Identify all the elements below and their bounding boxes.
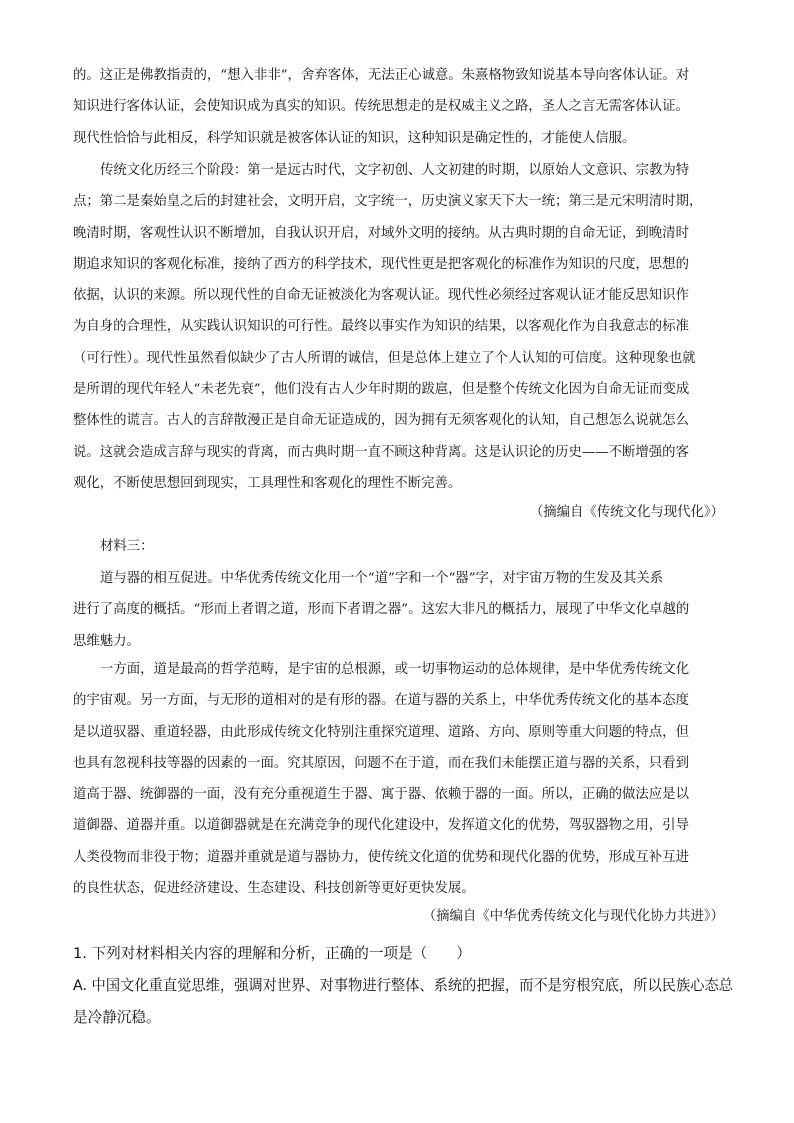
text-line: 进行了高度的概括。“形而上者谓之道，形而下者谓之器”。这宏大非凡的概括力，展现了中华文化卓越的 [73, 602, 690, 618]
question-stem: 1. 下列对材料相关内容的理解和分析，正确的一项是（ ） [73, 945, 472, 962]
material3-paragraph-2 [73, 654, 723, 904]
text-line: 的宇宙观。另一方面，与无形的道相对的是有形的器。在道与器的关系上，中华优秀传统文化的基本态度 [73, 693, 689, 709]
text-line: 人类役物而非役于物；道器并重就是道与器协力，使传统文化道的优势和现代化器的优势，形成互补互进 [73, 849, 689, 865]
text-line: 为自身的合理性，从实践认识知识的可行性。最终以事实作为知识的结果，以客观化作为自我意志的标准 [73, 319, 689, 335]
text-line: 传统文化历经三个阶段：第一是远古时代，文字初创、人文初建的时期，以原始人文意识、宗教为特 [100, 163, 690, 178]
text-line: 道御器、道器并重。以道御器就是在充满竞争的现代化建设中，发挥道文化的优势，驾驭器物之用，引导 [73, 818, 689, 834]
text-line: （可行性）。现代性虽然看似缺少了古人所谓的诚信，但是总体上建立了个人认知的可信度。这种现象也就 [73, 350, 696, 366]
material3-source: （摘编自《中华优秀传统文化与现代化协力共进》） [422, 909, 724, 924]
material2-source: （摘编自《传统文化与现代化》） [529, 505, 724, 520]
material3-label: 材料三： [100, 539, 154, 554]
text-line: 是所谓的现代年轻人“未老先衰”，他们没有古人少年时期的跋扈，但是整个传统文化因为自命无证而变成 [73, 382, 690, 398]
option-a-line: A. 中国文化重直觉思维，强调对世界、对事物进行整体、系统的把握，而不是穷根究底，所以民族心态总 [73, 977, 733, 994]
text-line: 知识进行客体认证，会使知识成为真实的知识。传统思想走的是权威主义之路，圣人之言无需客体认证。 [73, 99, 689, 115]
text-line: 晚清时期，客观性认识不断增加，自我认识开启，对域外文明的接纳。从古典时期的自命无证，到晚清时 [73, 225, 689, 241]
text-line: 观化，不断使思想回到现实，工具理性和客观化的理性不断完善。 [73, 475, 462, 491]
text-line: 一方面，道是最高的哲学范畴，是宇宙的总根源，或一切事物运动的总体规律，是中华优秀传统文化 [100, 662, 690, 677]
material2-paragraph-1 [73, 60, 723, 154]
material2-paragraph-2 [73, 155, 723, 499]
text-line: 道高于器、统御器的一面，没有充分重视道生于器、寓于器、依赖于器的一面。所以，正确的做法应是以 [73, 787, 689, 803]
text-line: 是以道驭器、重道轻器，由此形成传统文化特别注重探究道理、道路、方向、原则等重大问题的特点，但 [73, 724, 689, 740]
text-line: 点；第二是秦始皇之后的封建社会，文明开启，文字统一，历史演义家天下大一统；第三是元宋明清时期， [73, 194, 703, 210]
text-line: 依据，认识的来源。所以现代性的自命无证被淡化为客观认证。现代性必须经过客观认证才能反思知识作 [73, 288, 689, 304]
question-block [73, 938, 733, 1034]
text-line: 道与器的相互促进。中华优秀传统文化用一个“道”字和一个“器”字，对宇宙万物的生发及其关系 [100, 571, 664, 586]
text-line: 期追求知识的客观化标准，接纳了西方的科学技术，现代性更是把客观化的标准作为知识的尺度，思想的 [73, 256, 689, 272]
text-line: 整体性的谎言。古人的言辞散漫正是自命无证造成的，因为拥有无须客观化的认知，自己想怎么说就怎么 [73, 413, 689, 429]
text-line: 的良性状态，促进经济建设、生态建设、科技创新等更好更快发展。 [73, 881, 475, 897]
text-line: 说。这就会造成言辞与现实的背离，而古典时期一直不顾这种背离。这是认识论的历史——不断增强的客 [73, 444, 689, 460]
material3-paragraph-1 [73, 563, 723, 657]
text-line: 现代性恰恰与此相反，科学知识就是被客体认证的知识，这种知识是确定性的，才能使人信服。 [73, 130, 636, 146]
option-a-line: 是冷静沉稳。 [73, 1009, 161, 1026]
text-line: 也具有忽视科技等器的因素的一面。究其原因，问题不在于道，而在我们未能摆正道与器的关系，只看到 [73, 755, 689, 771]
text-line: 的。这正是佛教指责的，“想入非非”，舍弃客体，无法正心诚意。朱熹格物致知说基本导向客体认证。对 [73, 68, 690, 83]
text-line: 思维魅力。 [73, 633, 140, 649]
